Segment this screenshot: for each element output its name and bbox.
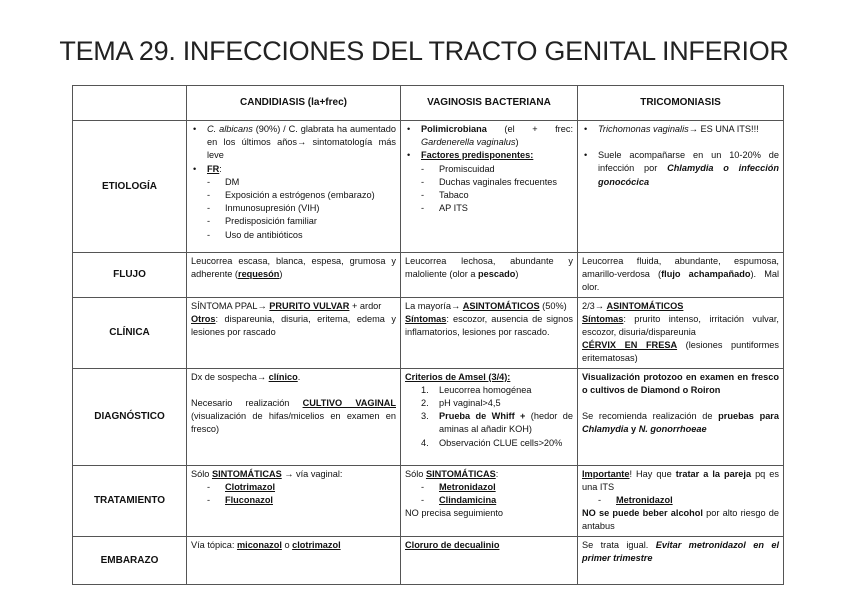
text-run: Evitar metronidazol en el primer trimestre [582,539,779,563]
text-run: requesón [238,269,280,280]
cell-tricomoniasis [578,253,784,298]
text-run: (50%) [539,300,567,311]
text-run: DM [225,176,240,187]
text-run: : dispareunia, disuria, eritema, edema y lesiones por rascado [191,313,396,338]
paragraph [191,468,396,481]
text-run: Suele acompañarse en un 10-20% de infección por [598,150,779,174]
paragraph [191,397,396,437]
cell-candidiasis [187,121,401,253]
paragraph [582,410,779,436]
text-run: ASINTOMÁTICOS [606,300,684,311]
paragraph [191,371,396,384]
text-run: miconazol [236,539,282,550]
cell-vaginosis [401,253,578,298]
paragraph [582,539,779,565]
cell-candidiasis [187,253,401,298]
text-run: Vía tópica: [191,539,237,550]
spacer [582,136,779,149]
paragraph [191,300,396,313]
list-item [191,189,396,202]
text-run: Observación CLUE cells>20% [439,437,563,448]
paragraph [405,507,573,520]
cell-candidiasis [187,536,401,584]
text-run: ) [515,269,519,280]
text-run: NO precisa seguimiento [405,508,504,519]
text-run: Chlamydia o infección gonocócica [598,163,779,187]
text-run: (el + frec: [486,124,573,134]
list-item [405,176,573,189]
row-label: ETIOLOGÍA [73,121,187,253]
text-run: Síntomas [582,313,624,324]
text-run: : prurito intenso, irritación vulvar, escozor, disuria/dispareunia [582,313,779,338]
list-item [405,384,573,397]
paragraph [582,313,779,339]
cell-vaginosis [401,465,578,536]
text-run: Clotrimazol [225,481,276,492]
row-label: EMBARAZO [73,536,187,584]
list-item [405,202,573,215]
cell-vaginosis [401,368,578,465]
cell-vaginosis [401,297,578,368]
text-run: . [297,371,301,382]
text-run: Prueba de Whiff + [439,411,526,422]
text-run: Se recomienda realización de [582,411,719,422]
text-run: SINTOMÁTICAS [425,468,496,479]
text-run: Otros [191,313,216,324]
text-run: (visualización de hifas/micelios en examen en fresco) [191,411,396,435]
text-run: ASINTOMÁTICOS [462,300,540,311]
list-item [191,163,396,176]
list-item [405,397,573,410]
text-run: SÍNTOMA PPAL→ [191,300,270,311]
row-label: DIAGNÓSTICO [73,368,187,465]
text-run: ! Hay que [629,468,676,479]
paragraph [582,255,779,295]
text-run: Criterios de Amsel (3/4): [405,371,511,382]
comparison-table [72,85,784,585]
list-item [191,123,396,163]
text-run: Tabaco [439,190,469,201]
list-item [405,149,573,162]
list-item [405,437,573,450]
list-item [405,123,573,149]
text-run: Síntomas [405,313,447,324]
header-candidiasis: CANDIDIASIS (la+frec) [187,86,401,121]
text-run: por alto riesgo de antabus [582,508,779,532]
list-item [582,149,779,189]
header-row [73,86,784,121]
paragraph [191,539,396,552]
text-run: Fluconazol [225,495,273,506]
spacer [191,384,396,397]
text-run: Necesario realización [191,397,303,408]
list-number: 1. [421,384,429,395]
text-run: Importante [582,468,630,479]
paragraph [582,300,779,313]
paragraph [582,371,779,397]
paragraph [405,313,573,339]
list-item [405,494,573,507]
text-run: Gardenerella vaginalus [421,137,516,148]
text-run: Predisposición familiar [225,216,317,227]
text-run: CULTIVO VAGINAL [302,397,396,408]
list-number: 4. [421,437,429,448]
text-run: ) [279,269,283,280]
text-run: Visualización protozoo en examen en fresco o cultivos de Diamond o Roiron [582,371,779,395]
cell-candidiasis [187,368,401,465]
table-row-flujo [73,253,784,298]
text-run: pH vaginal>4,5 [439,398,501,409]
text-run: La mayoría→ [405,300,463,311]
text-run: Chlamydia [582,424,629,435]
text-run: ) [515,137,519,148]
text-run: Duchas vaginales frecuentes [439,176,557,187]
header-tricomoniasis: TRICOMONIASIS [578,86,784,121]
text-run: Sólo [191,468,212,479]
cell-candidiasis [187,465,401,536]
text-run: AP ITS [439,203,468,214]
table-row-etiología [73,121,784,253]
header-empty [73,86,187,121]
cell-vaginosis [401,121,578,253]
text-run: Polimicrobiana [421,124,487,134]
list-item [191,494,396,507]
list-number: 2. [421,398,429,409]
text-run: tratar a la pareja [675,468,752,479]
list-item [405,481,573,494]
text-run: CÉRVIX EN FRESA [582,340,678,351]
text-run: clotrimazol [292,539,341,550]
text-run: Se trata igual. [582,539,656,550]
document-title: TEMA 29. INFECCIONES DEL TRACTO GENITAL INFERIOR [59,36,789,66]
text-run: : escozor, ausencia de signos inflamatorios, lesiones por rascado. [405,313,573,338]
paragraph [405,255,573,281]
paragraph [405,371,573,384]
text-run: Metronidazol [439,481,496,492]
text-run: 2/3→ [582,300,607,311]
text-run: (lesiones puntiformes eritematosas) [582,340,780,364]
table-row-clínica [73,297,784,368]
paragraph [582,339,779,365]
text-run: y [628,424,639,435]
paragraph [405,468,573,481]
text-run: C. albicans [207,124,253,134]
list-item [582,494,779,507]
list-item [582,123,779,136]
text-run: Leucorrea lechosa, abundante y maloliente (olor a [405,256,573,280]
list-item [191,215,396,228]
text-run: : [495,468,499,479]
row-label: TRATAMIENTO [73,465,187,536]
cell-tricomoniasis [578,297,784,368]
text-run: Clindamicina [439,495,497,506]
paragraph [191,313,396,339]
header-vaginosis: VAGINOSIS BACTERIANA [401,86,578,121]
text-run: PRURITO VULVAR [269,300,350,311]
text-run: Metronidazol [616,495,673,506]
table-row-tratamiento [73,465,784,536]
paragraph [191,255,396,281]
list-item [405,410,573,436]
text-run: Leucorrea homogénea [439,384,532,395]
paragraph [405,300,573,313]
text-run: N. gonorrhoeae [638,424,707,435]
paragraph [582,468,779,494]
cell-candidiasis [187,297,401,368]
text-run: Exposición a estrógenos (embarazo) [225,190,375,201]
text-run: Promiscuidad [439,163,495,174]
row-label: CLÍNICA [73,297,187,368]
text-run: pruebas para [718,411,779,422]
text-run: NO se puede beber alcohol [582,508,703,519]
text-run: (hedor de aminas al añadir KOH) [439,411,573,435]
text-run: Cloruro de decualinio [405,539,500,550]
text-run: Dx de sospecha→ [191,371,269,382]
table-row-diagnóstico [73,368,784,465]
text-run: (90%) / C. glabrata ha aumentado en los últimos años→ sintomatología más leve [207,124,396,161]
list-item [191,229,396,242]
cell-tricomoniasis [578,536,784,584]
text-run: → ES UNA ITS!!! [688,124,759,134]
text-run: Leucorrea fluida, abundante, espumosa, amarillo-verdosa ( [582,256,779,280]
cell-vaginosis [401,536,578,584]
text-run: + ardor [349,300,382,311]
text-run: pq es una ITS [582,468,779,492]
spacer [582,397,779,410]
list-item [191,481,396,494]
list-item [191,202,396,215]
row-label: FLUJO [73,253,187,298]
text-run: Leucorrea escasa, blanca, espesa, grumosa y adherente ( [191,256,396,280]
table-row-embarazo [73,536,784,584]
list-item [191,176,396,189]
paragraph [582,507,779,533]
text-run: o [281,539,293,550]
text-run: pescado [478,269,516,280]
text-run: clínico [268,371,298,382]
list-number: 3. [421,411,429,422]
text-run: → vía vaginal: [281,468,343,479]
text-run: : [219,163,222,174]
list-item [405,163,573,176]
text-run: Uso de antibióticos [225,229,303,240]
text-run: Sólo [405,468,426,479]
text-run: flujo achampañado [661,269,751,280]
text-run: Inmunosupresión (VIH) [225,203,320,214]
list-item [405,189,573,202]
cell-tricomoniasis [578,121,784,253]
text-run: SINTOMÁTICAS [211,468,282,479]
text-run: Trichomonas vaginalis [598,124,689,134]
text-run: Factores predisponentes: [421,150,534,161]
cell-tricomoniasis [578,368,784,465]
paragraph [405,539,573,552]
text-run: FR [207,163,220,174]
cell-tricomoniasis [578,465,784,536]
text-run: ). Mal olor. [582,269,779,293]
